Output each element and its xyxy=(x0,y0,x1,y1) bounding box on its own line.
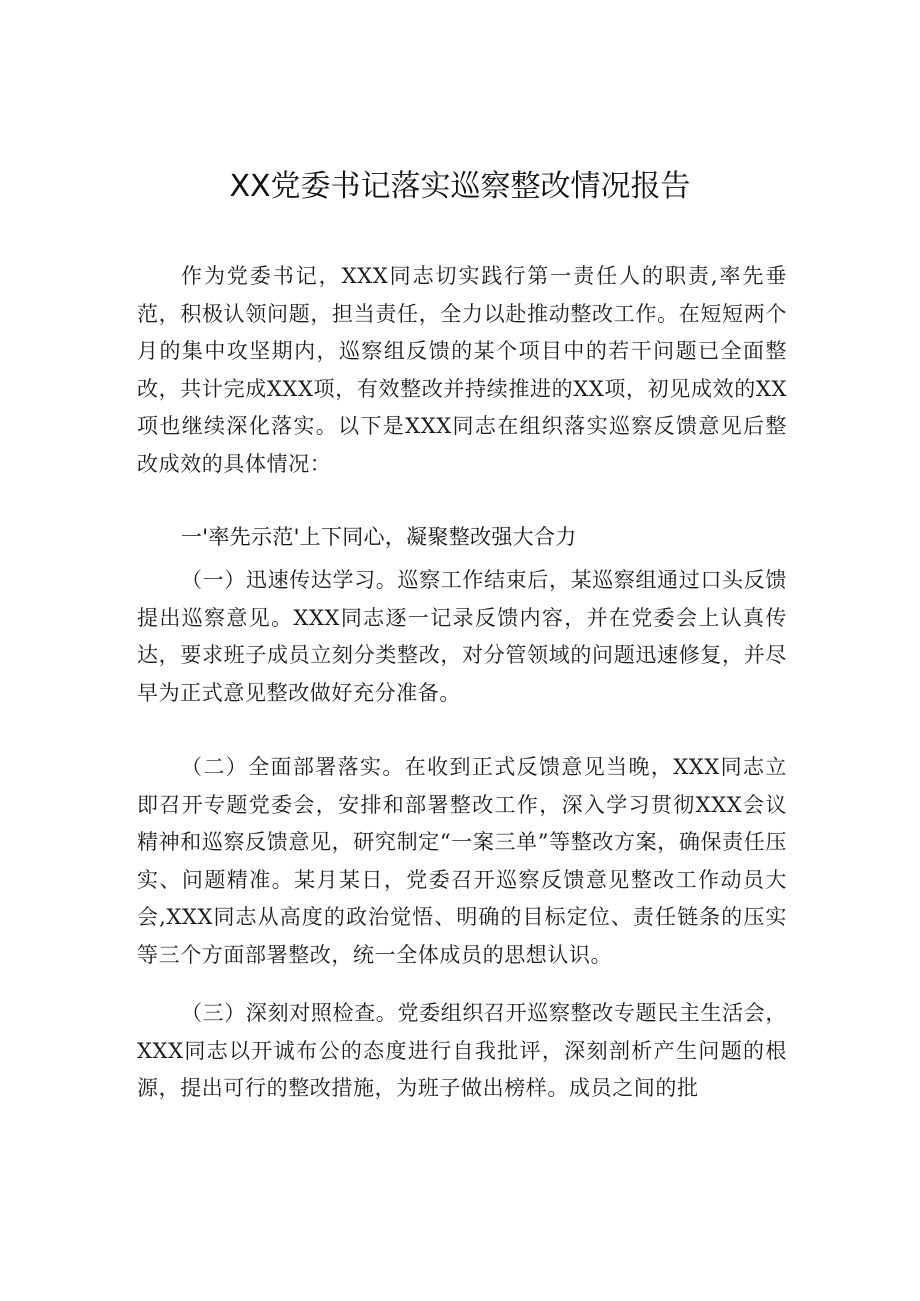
section-one-heading: 一'率先示范'上下同心，凝聚整改强大合力 xyxy=(181,525,577,549)
report-title: XX党委书记落实巡察整改情况报告 xyxy=(229,169,691,204)
paragraph-full-deployment: （二）全面部署落实。在收到正式反馈意见当晚，XXX同志立即召开专题党委会，安排和部署整改工作，深入学习贯彻XXX会议精神和巡察反馈意见，研究制定“一案三单”等整改方案，确保责任压实、问题精准。某月某日，党委召开巡察反馈意见整改工作动员大会,XXX同志从高度的政治觉悟、明确的目标定位、责任链条的压实等三个方面部署整改，统一全体成员的思想认识。 xyxy=(137,755,787,967)
paragraph-rapid-study: （一）迅速传达学习。巡察工作结束后，某巡察组通过口头反馈提出巡察意见。XXX同志逐一记录反馈内容，并在党委会上认真传达，要求班子成员立刻分类整改，对分管领域的问题迅速修复，并尽早为正式意见整改做好充分准备。 xyxy=(137,568,787,705)
paragraph-self-examination: （三）深刻对照检查。党委组织召开巡察整改专题民主生活会，XXX同志以开诚布公的态度进行自我批评，深刻剖析产生问题的根源，提出可行的整改措施，为班子做出榜样。成员之间的批 xyxy=(137,1001,787,1101)
intro-paragraph: 作为党委书记，XXX同志切实践行第一责任人的职责,率先垂范，积极认领问题，担当责任，全力以赴推动整改工作。在短短两个月的集中攻坚期内，巡察组反馈的某个项目中的若干问题已全面整改，共计完成XXX项，有效整改并持续推进的XX项，初见成效的XX项也继续深化落实。以下是XXX同志在组织落实巡察反馈意见后整改成效的具体情况： xyxy=(137,264,787,476)
